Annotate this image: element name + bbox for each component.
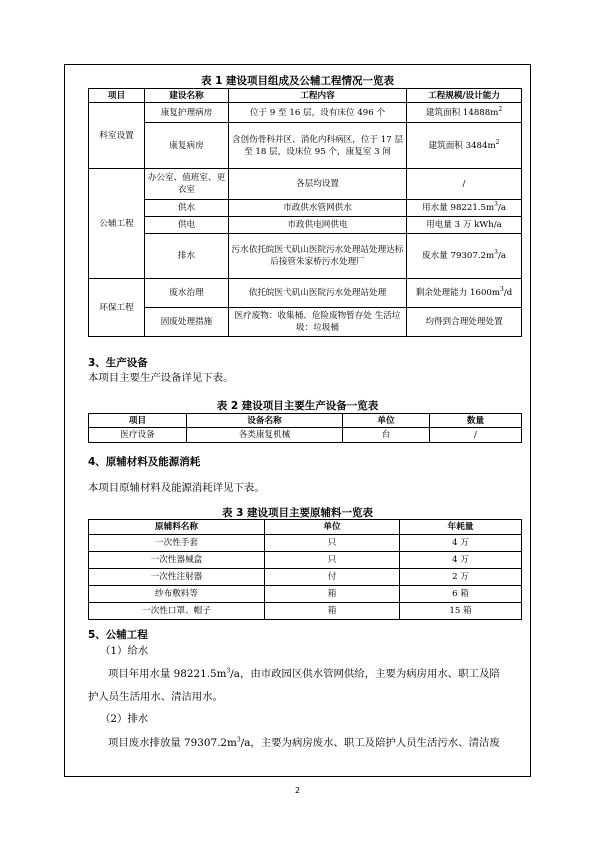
unit-superscript: 2 [495, 138, 500, 146]
table3-cell: 15 箱 [400, 603, 522, 620]
unit-superscript: 3 [236, 736, 241, 744]
water-supply-text: 项目年用水量 98221.5m [108, 668, 227, 680]
table3-cell: 付 [265, 569, 400, 586]
table1-caption: 表 1 建设项目组成及公辅工程情况一览表 [200, 75, 395, 87]
table1-cell: 市政供水管网供水 [229, 200, 407, 217]
table1-scale-unit: /d [503, 288, 513, 298]
table3-cell: 一次性手套 [89, 535, 265, 552]
table2 [88, 413, 522, 443]
table1-header: 项目 [89, 89, 145, 103]
table3-cell: 一次性器械盒 [89, 552, 265, 569]
table1-scale: 废水量 79307.2m [421, 251, 495, 261]
table1-cell: 市政供电网供电 [229, 217, 407, 234]
table2-cell: 台 [343, 428, 430, 443]
table1-cell [407, 123, 522, 169]
unit-superscript: 3 [226, 667, 231, 675]
water-supply-text-tail: /a，由市政园区供水管网供给，主要为病房用水、职工及陪 [230, 668, 500, 680]
table3-header: 年耗量 [400, 520, 522, 535]
table1-scale: 剩余处理能力 1600m [415, 288, 501, 298]
section5-heading: 5、公辅工程 [88, 629, 148, 641]
table2-header: 单位 [343, 414, 430, 428]
section4-intro: 本项目原辅材料及能源消耗详见下表。 [88, 482, 265, 494]
table3-cell: 一次性注射器 [89, 569, 265, 586]
section3-intro: 本项目主要生产设备详见下表。 [88, 372, 234, 384]
table3-cell: 4 万 [400, 552, 522, 569]
table1-scale: 用水量 98221.5m [421, 203, 495, 213]
table2-cell: 各类康复机械 [187, 428, 343, 443]
table1-scale-unit: /a [498, 203, 507, 213]
table2-header: 项目 [89, 414, 187, 428]
section4-heading: 4、原辅材料及能源消耗 [88, 456, 201, 468]
table1-header: 工程规模/设计能力 [407, 89, 522, 103]
table3 [88, 519, 522, 620]
table1-header: 建设名称 [145, 89, 229, 103]
drainage-text-tail: /a，主要为病房废水、职工及陪护人员生活污水、清洁废 [240, 737, 500, 749]
table3-cell: 只 [265, 552, 400, 569]
table3-cell: 一次性口罩、帽子 [89, 603, 265, 620]
drainage-paragraph [108, 733, 500, 754]
table1-cell [407, 279, 522, 308]
table1-cell: 办公室、值班室、更衣室 [145, 169, 229, 200]
table2-caption: 表 2 建设项目主要生产设备一览表 [216, 400, 379, 412]
table1-cell [407, 103, 522, 123]
table1-cell: 用电量 3 万 kWh/a [407, 217, 522, 234]
table1-cell: 供电 [145, 217, 229, 234]
table1-cell: 含创伤骨科并区、消化内科病区，位于 17 层至 18 层，设床位 95 个，康复室 3 间 [229, 123, 407, 169]
table1-header: 工程内容 [229, 89, 407, 103]
table1-cell: 排水 [145, 234, 229, 279]
page-number: 2 [294, 786, 301, 795]
table1-cell: 依托皖医弋矶山医院污水处理站处理 [229, 279, 407, 308]
table2-cell: 医疗设备 [89, 428, 187, 443]
table3-header: 单位 [265, 520, 400, 535]
table1-group-label: 公辅工程 [89, 169, 145, 279]
table1 [88, 88, 522, 337]
table1-scale-unit: /a [498, 251, 507, 261]
water-supply-paragraph [108, 664, 500, 685]
table1-cell: 位于 9 至 16 层，设有床位 496 个 [229, 103, 407, 123]
table3-cell: 纱布敷料等 [89, 586, 265, 603]
table3-cell: 4 万 [400, 535, 522, 552]
table2-header: 设备名称 [187, 414, 343, 428]
table3-caption: 表 3 建设项目主要原辅料一览表 [221, 507, 374, 519]
table1-scale: 建筑面积 14888m [425, 107, 499, 118]
table1-cell: 各层均设置 [229, 169, 407, 200]
table1-cell [407, 200, 522, 217]
unit-superscript: 2 [498, 105, 503, 113]
table3-header: 原辅料名称 [89, 520, 265, 535]
section5-sub-drainage: （2）排水 [100, 713, 149, 725]
table1-group-label: 环保工程 [89, 279, 145, 337]
table3-cell: 只 [265, 535, 400, 552]
table1-group-label: 科室设置 [89, 103, 145, 169]
table3-cell: 2 万 [400, 569, 522, 586]
table1-cell: 康复病房 [145, 123, 229, 169]
table2-cell: / [430, 428, 522, 443]
table1-cell: 康复护理病房 [145, 103, 229, 123]
unit-superscript: 3 [494, 201, 498, 209]
table1-cell: / [407, 169, 522, 200]
table1-cell: 均得到合理处理处置 [407, 308, 522, 337]
table1-cell: 废水治理 [145, 279, 229, 308]
table3-cell: 6 箱 [400, 586, 522, 603]
table3-cell: 箱 [265, 603, 400, 620]
table1-cell: 污水依托皖医弋矶山医院污水处理站处理达标后接管朱家桥污水处理厂 [229, 234, 407, 279]
table1-cell [407, 234, 522, 279]
unit-superscript: 3 [500, 286, 504, 294]
unit-superscript: 3 [494, 249, 498, 257]
section3-heading: 3、生产设备 [88, 357, 148, 369]
section5-sub-water-supply: （1）给水 [100, 645, 149, 657]
table3-cell: 箱 [265, 586, 400, 603]
table1-scale: 建筑面积 3484m [428, 140, 496, 151]
table2-header: 数量 [430, 414, 522, 428]
drainage-text: 项目废水排放量 79307.2m [108, 737, 237, 749]
water-supply-paragraph-line2: 护人员生活用水、清洁用水。 [88, 691, 224, 703]
table1-cell: 供水 [145, 200, 229, 217]
table1-cell: 医疗废物：收集桶、危险废物暂存处 生活垃圾：垃圾桶 [229, 308, 407, 337]
table1-cell: 固废处理措施 [145, 308, 229, 337]
